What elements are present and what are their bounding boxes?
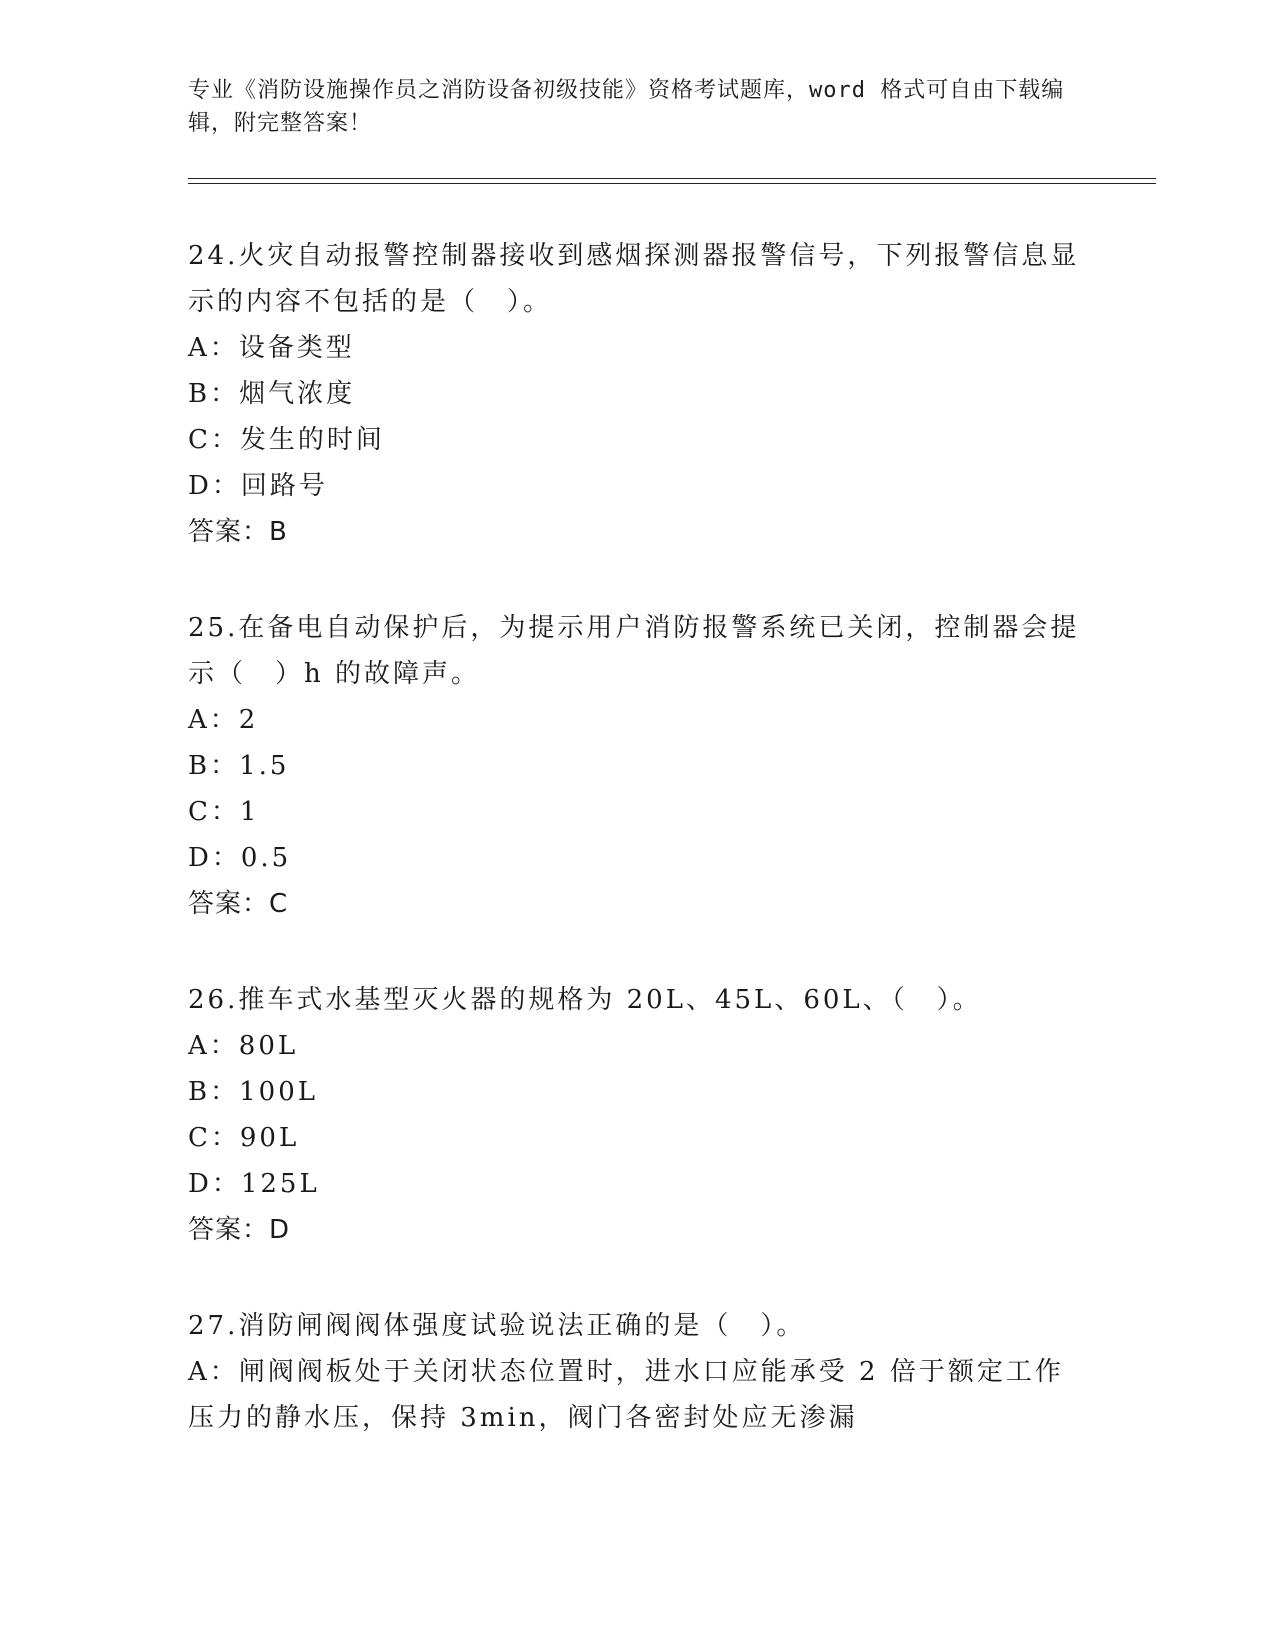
question-stem: 27.消防闸阀阀体强度试验说法正确的是（ ）。 <box>188 1311 806 1341</box>
option-b: B：1.5 <box>188 751 290 781</box>
option-c: C：90L <box>188 1123 300 1153</box>
document-header: 专业《消防设施操作员之消防设备初级技能》资格考试题库，word 格式可自由下载编辑，附完整答案！ <box>188 78 1065 136</box>
question-27 <box>188 1303 1088 1441</box>
option-d: D：0.5 <box>188 843 292 873</box>
header-divider-top <box>188 178 1156 179</box>
answer-line: 答案：B <box>188 517 288 547</box>
question-stem: 25.在备电自动保护后，为提示用户消防报警系统已关闭，控制器会提示（ ）h 的故障声。 <box>188 613 1080 689</box>
question-25 <box>188 605 1088 927</box>
option-d: D：回路号 <box>188 471 328 501</box>
question-list <box>188 233 1088 1491</box>
answer-line: 答案：C <box>188 889 289 919</box>
option-a: A：设备类型 <box>188 333 355 363</box>
question-stem: 26.推车式水基型灭火器的规格为 20L、45L、60L、（ ）。 <box>188 985 982 1015</box>
option-b: B：100L <box>188 1077 318 1107</box>
header-divider-bottom <box>188 183 1156 184</box>
option-c: C：发生的时间 <box>188 425 385 455</box>
question-26 <box>188 977 1088 1253</box>
option-d: D：125L <box>188 1169 320 1199</box>
question-24 <box>188 233 1088 555</box>
question-stem: 24.火灾自动报警控制器接收到感烟探测器报警信号，下列报警信息显示的内容不包括的是（ ）。 <box>188 241 1080 317</box>
option-a: A：80L <box>188 1031 299 1061</box>
option-b: B：烟气浓度 <box>188 379 356 409</box>
option-c: C：1 <box>188 797 260 827</box>
answer-line: 答案：D <box>188 1215 291 1245</box>
option-a: A：闸阀阀板处于关闭状态位置时，进水口应能承受 2 倍于额定工作压力的静水压，保持 3min，阀门各密封处应无渗漏 <box>188 1357 1064 1433</box>
option-a: A：2 <box>188 705 259 735</box>
